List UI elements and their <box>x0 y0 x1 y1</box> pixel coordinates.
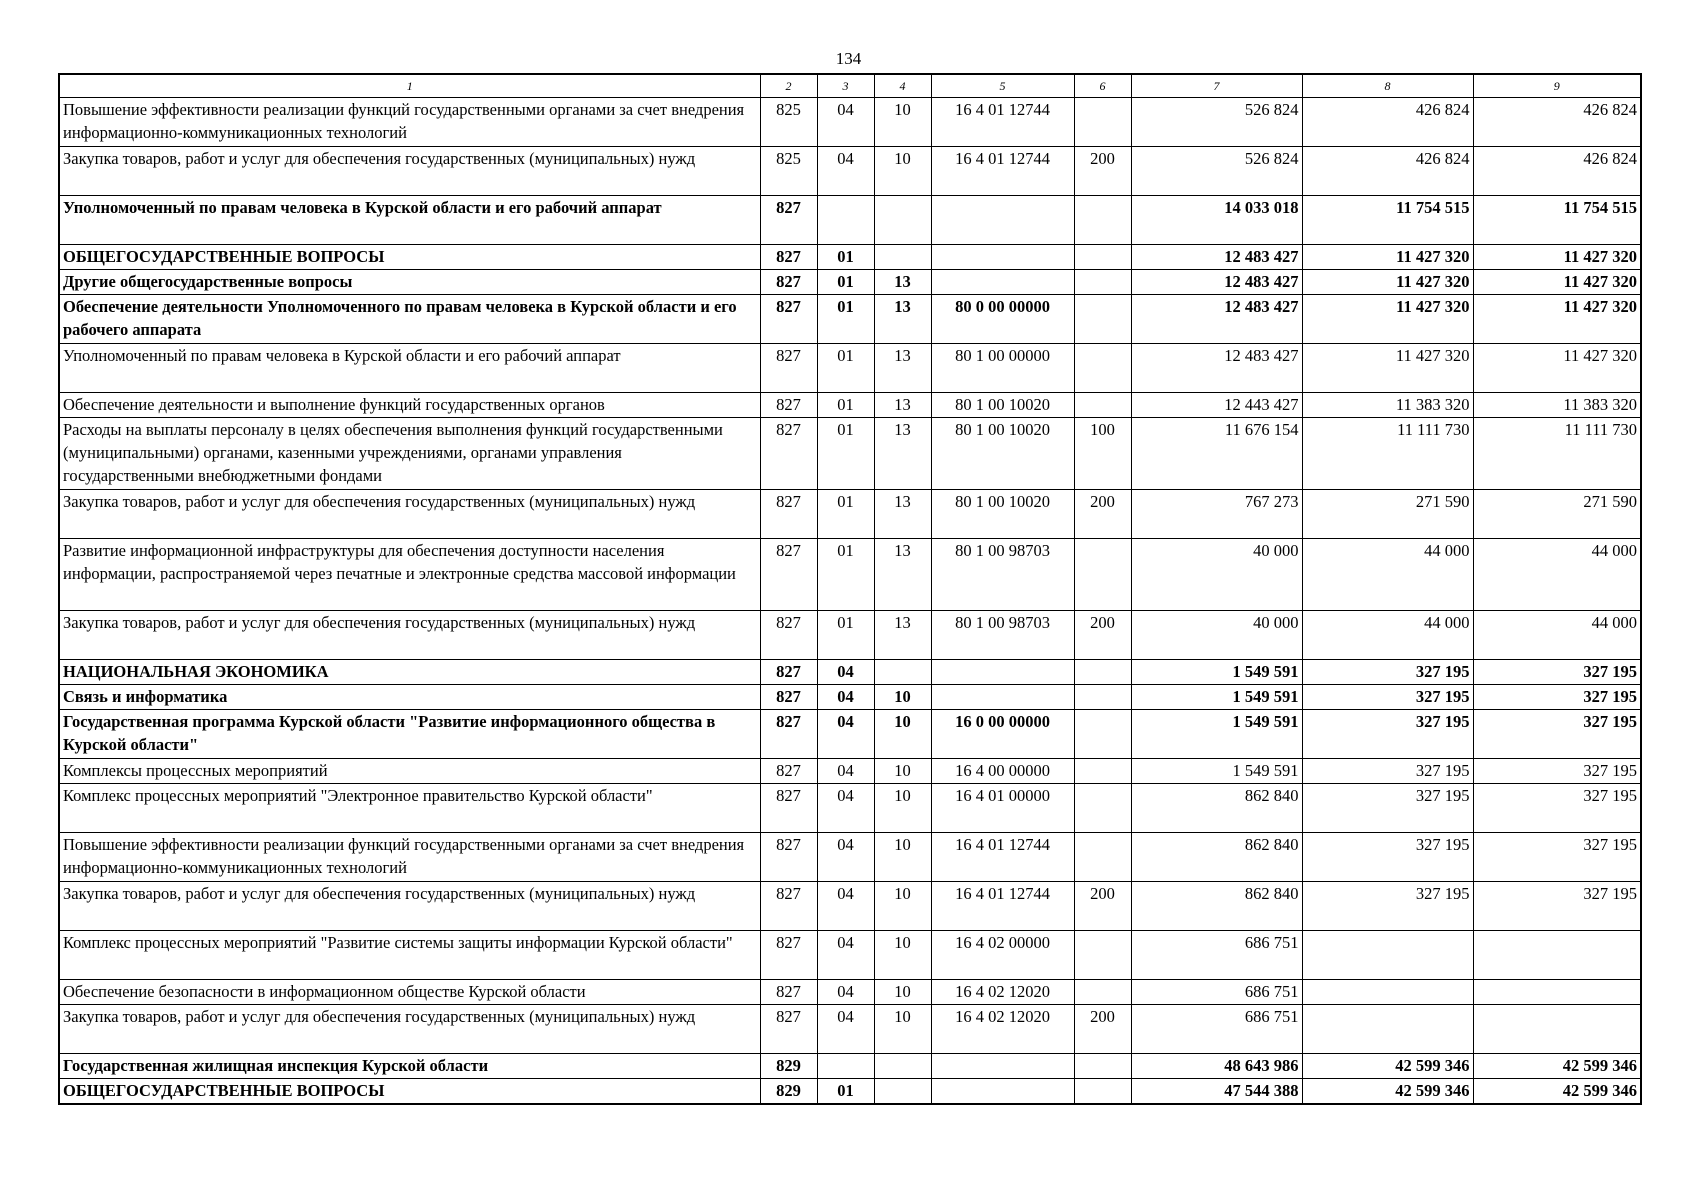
expense-type-code <box>1074 98 1131 147</box>
amount-col-7: 686 751 <box>1131 931 1302 980</box>
ministry-code: 827 <box>760 344 817 393</box>
amount-col-9: 271 590 <box>1473 490 1641 539</box>
section-code <box>817 196 874 245</box>
table-row <box>59 344 1641 393</box>
ministry-code: 827 <box>760 784 817 833</box>
item-name: ОБЩЕГОСУДАРСТВЕННЫЕ ВОПРОСЫ <box>59 245 760 270</box>
ministry-code: 827 <box>760 1005 817 1054</box>
ministry-code: 829 <box>760 1054 817 1079</box>
expense-type-code: 200 <box>1074 882 1131 931</box>
amount-col-7: 47 544 388 <box>1131 1079 1302 1105</box>
subsection-code: 10 <box>874 759 931 784</box>
table-row <box>59 660 1641 685</box>
table-row <box>59 784 1641 833</box>
subsection-code: 10 <box>874 882 931 931</box>
target-article-code: 16 4 02 12020 <box>931 1005 1074 1054</box>
column-number: 4 <box>874 74 931 98</box>
table-row <box>59 980 1641 1005</box>
amount-col-9: 426 824 <box>1473 98 1641 147</box>
column-number: 3 <box>817 74 874 98</box>
section-code <box>817 1054 874 1079</box>
amount-col-8: 426 824 <box>1302 98 1473 147</box>
subsection-code: 13 <box>874 611 931 660</box>
amount-col-8: 327 195 <box>1302 882 1473 931</box>
section-code: 01 <box>817 270 874 295</box>
target-article-code: 16 4 01 12744 <box>931 147 1074 196</box>
ministry-code: 825 <box>760 98 817 147</box>
table-row <box>59 931 1641 980</box>
table-row <box>59 611 1641 660</box>
item-name: Повышение эффективности реализации функций государственными органами за счет внедрения информационно-коммуникационных технологий <box>59 98 760 147</box>
amount-col-8: 327 195 <box>1302 660 1473 685</box>
amount-col-9: 44 000 <box>1473 539 1641 611</box>
target-article-code: 16 4 01 12744 <box>931 98 1074 147</box>
amount-col-8: 271 590 <box>1302 490 1473 539</box>
page-number: 134 <box>835 49 862 68</box>
target-article-code: 16 0 00 00000 <box>931 710 1074 759</box>
amount-col-9: 327 195 <box>1473 833 1641 882</box>
item-name: НАЦИОНАЛЬНАЯ ЭКОНОМИКА <box>59 660 760 685</box>
target-article-code: 80 1 00 98703 <box>931 611 1074 660</box>
section-code: 01 <box>817 490 874 539</box>
amount-col-7: 1 549 591 <box>1131 710 1302 759</box>
amount-col-7: 12 483 427 <box>1131 295 1302 344</box>
amount-col-8: 11 383 320 <box>1302 393 1473 418</box>
item-name: Развитие информационной инфраструктуры для обеспечения доступности населения информации, распространяемой через печатные и электронные средства массовой информации <box>59 539 760 611</box>
subsection-code <box>874 196 931 245</box>
amount-col-8 <box>1302 1005 1473 1054</box>
amount-col-9: 42 599 346 <box>1473 1054 1641 1079</box>
amount-col-9: 11 427 320 <box>1473 270 1641 295</box>
section-code: 04 <box>817 833 874 882</box>
target-article-code: 16 4 01 12744 <box>931 882 1074 931</box>
expense-type-code <box>1074 1054 1131 1079</box>
amount-col-8 <box>1302 980 1473 1005</box>
amount-col-9: 11 427 320 <box>1473 245 1641 270</box>
ministry-code: 829 <box>760 1079 817 1105</box>
section-code: 04 <box>817 759 874 784</box>
ministry-code: 827 <box>760 660 817 685</box>
amount-col-8: 11 427 320 <box>1302 344 1473 393</box>
subsection-code: 13 <box>874 539 931 611</box>
ministry-code: 825 <box>760 147 817 196</box>
table-row <box>59 393 1641 418</box>
amount-col-8 <box>1302 931 1473 980</box>
target-article-code: 80 1 00 10020 <box>931 393 1074 418</box>
item-name: Связь и информатика <box>59 685 760 710</box>
expense-type-code <box>1074 710 1131 759</box>
amount-col-7: 686 751 <box>1131 1005 1302 1054</box>
expense-type-code <box>1074 539 1131 611</box>
target-article-code: 16 4 01 00000 <box>931 784 1074 833</box>
expense-type-code <box>1074 833 1131 882</box>
target-article-code: 16 4 01 12744 <box>931 833 1074 882</box>
ministry-code: 827 <box>760 685 817 710</box>
ministry-code: 827 <box>760 539 817 611</box>
item-name: Государственная жилищная инспекция Курской области <box>59 1054 760 1079</box>
budget-table <box>58 73 1642 1105</box>
subsection-code: 10 <box>874 784 931 833</box>
expense-type-code: 100 <box>1074 418 1131 490</box>
amount-col-9: 11 383 320 <box>1473 393 1641 418</box>
amount-col-7: 526 824 <box>1131 147 1302 196</box>
section-code: 04 <box>817 660 874 685</box>
table-row <box>59 685 1641 710</box>
amount-col-9: 327 195 <box>1473 784 1641 833</box>
amount-col-7: 12 483 427 <box>1131 245 1302 270</box>
ministry-code: 827 <box>760 418 817 490</box>
subsection-code <box>874 1054 931 1079</box>
amount-col-9 <box>1473 931 1641 980</box>
item-name: Закупка товаров, работ и услуг для обеспечения государственных (муниципальных) нужд <box>59 611 760 660</box>
section-code: 04 <box>817 784 874 833</box>
amount-col-8: 42 599 346 <box>1302 1079 1473 1105</box>
subsection-code: 10 <box>874 685 931 710</box>
amount-col-7: 862 840 <box>1131 882 1302 931</box>
section-code: 01 <box>817 393 874 418</box>
amount-col-9: 327 195 <box>1473 685 1641 710</box>
column-number: 1 <box>59 74 760 98</box>
subsection-code <box>874 245 931 270</box>
table-row <box>59 147 1641 196</box>
ministry-code: 827 <box>760 393 817 418</box>
subsection-code: 10 <box>874 147 931 196</box>
amount-col-7: 862 840 <box>1131 833 1302 882</box>
amount-col-9: 42 599 346 <box>1473 1079 1641 1105</box>
column-number: 2 <box>760 74 817 98</box>
target-article-code: 80 1 00 98703 <box>931 539 1074 611</box>
subsection-code: 13 <box>874 344 931 393</box>
ministry-code: 827 <box>760 980 817 1005</box>
item-name: Обеспечение деятельности и выполнение функций государственных органов <box>59 393 760 418</box>
amount-col-8: 426 824 <box>1302 147 1473 196</box>
subsection-code: 13 <box>874 393 931 418</box>
column-number: 8 <box>1302 74 1473 98</box>
section-code: 04 <box>817 98 874 147</box>
column-number-row <box>59 74 1641 98</box>
amount-col-9 <box>1473 1005 1641 1054</box>
table-row <box>59 833 1641 882</box>
item-name: Обеспечение безопасности в информационном обществе Курской области <box>59 980 760 1005</box>
amount-col-9: 327 195 <box>1473 710 1641 759</box>
target-article-code: 80 1 00 00000 <box>931 344 1074 393</box>
table-row <box>59 270 1641 295</box>
expense-type-code <box>1074 245 1131 270</box>
table-row <box>59 98 1641 147</box>
item-name: Комплексы процессных мероприятий <box>59 759 760 784</box>
expense-type-code <box>1074 660 1131 685</box>
ministry-code: 827 <box>760 611 817 660</box>
amount-col-9: 11 427 320 <box>1473 295 1641 344</box>
ministry-code: 827 <box>760 196 817 245</box>
ministry-code: 827 <box>760 882 817 931</box>
target-article-code <box>931 1079 1074 1105</box>
target-article-code: 80 1 00 10020 <box>931 490 1074 539</box>
item-name: Закупка товаров, работ и услуг для обеспечения государственных (муниципальных) нужд <box>59 147 760 196</box>
section-code: 04 <box>817 685 874 710</box>
column-number: 9 <box>1473 74 1641 98</box>
target-article-code: 80 1 00 10020 <box>931 418 1074 490</box>
amount-col-7: 48 643 986 <box>1131 1054 1302 1079</box>
expense-type-code <box>1074 196 1131 245</box>
subsection-code <box>874 660 931 685</box>
table-row <box>59 710 1641 759</box>
section-code: 01 <box>817 611 874 660</box>
item-name: Обеспечение деятельности Уполномоченного по правам человека в Курской области и его рабочего аппарата <box>59 295 760 344</box>
section-code: 04 <box>817 882 874 931</box>
item-name: Государственная программа Курской области "Развитие информационного общества в Курской области" <box>59 710 760 759</box>
amount-col-8: 327 195 <box>1302 784 1473 833</box>
subsection-code: 10 <box>874 931 931 980</box>
section-code: 01 <box>817 1079 874 1105</box>
section-code: 04 <box>817 980 874 1005</box>
table-row <box>59 539 1641 611</box>
subsection-code: 13 <box>874 295 931 344</box>
target-article-code <box>931 245 1074 270</box>
target-article-code <box>931 1054 1074 1079</box>
target-article-code <box>931 660 1074 685</box>
expense-type-code <box>1074 980 1131 1005</box>
section-code: 01 <box>817 295 874 344</box>
table-row <box>59 759 1641 784</box>
item-name: Комплекс процессных мероприятий "Электронное правительство Курской области" <box>59 784 760 833</box>
ministry-code: 827 <box>760 490 817 539</box>
amount-col-9: 327 195 <box>1473 759 1641 784</box>
expense-type-code <box>1074 685 1131 710</box>
expense-type-code: 200 <box>1074 1005 1131 1054</box>
amount-col-7: 12 443 427 <box>1131 393 1302 418</box>
amount-col-7: 12 483 427 <box>1131 270 1302 295</box>
amount-col-9: 44 000 <box>1473 611 1641 660</box>
amount-col-9: 11 111 730 <box>1473 418 1641 490</box>
subsection-code: 10 <box>874 1005 931 1054</box>
amount-col-9: 11 754 515 <box>1473 196 1641 245</box>
expense-type-code <box>1074 295 1131 344</box>
table-row <box>59 1054 1641 1079</box>
section-code: 01 <box>817 344 874 393</box>
amount-col-8: 327 195 <box>1302 685 1473 710</box>
subsection-code: 10 <box>874 980 931 1005</box>
amount-col-8: 42 599 346 <box>1302 1054 1473 1079</box>
table-row <box>59 245 1641 270</box>
amount-col-8: 11 754 515 <box>1302 196 1473 245</box>
table-row <box>59 418 1641 490</box>
section-code: 04 <box>817 147 874 196</box>
table-row <box>59 1079 1641 1105</box>
amount-col-7: 40 000 <box>1131 611 1302 660</box>
amount-col-7: 1 549 591 <box>1131 759 1302 784</box>
amount-col-8: 11 427 320 <box>1302 245 1473 270</box>
section-code: 04 <box>817 1005 874 1054</box>
item-name: ОБЩЕГОСУДАРСТВЕННЫЕ ВОПРОСЫ <box>59 1079 760 1105</box>
expense-type-code: 200 <box>1074 147 1131 196</box>
amount-col-7: 767 273 <box>1131 490 1302 539</box>
item-name: Закупка товаров, работ и услуг для обеспечения государственных (муниципальных) нужд <box>59 882 760 931</box>
subsection-code: 10 <box>874 710 931 759</box>
subsection-code: 13 <box>874 418 931 490</box>
subsection-code: 13 <box>874 270 931 295</box>
amount-col-7: 686 751 <box>1131 980 1302 1005</box>
expense-type-code <box>1074 784 1131 833</box>
target-article-code <box>931 270 1074 295</box>
subsection-code <box>874 1079 931 1105</box>
expense-type-code <box>1074 931 1131 980</box>
amount-col-7: 1 549 591 <box>1131 660 1302 685</box>
expense-type-code <box>1074 270 1131 295</box>
expense-type-code: 200 <box>1074 611 1131 660</box>
amount-col-8: 327 195 <box>1302 759 1473 784</box>
column-number: 5 <box>931 74 1074 98</box>
amount-col-9: 11 427 320 <box>1473 344 1641 393</box>
ministry-code: 827 <box>760 931 817 980</box>
amount-col-8: 11 427 320 <box>1302 295 1473 344</box>
ministry-code: 827 <box>760 245 817 270</box>
table-row <box>59 1005 1641 1054</box>
ministry-code: 827 <box>760 833 817 882</box>
amount-col-7: 1 549 591 <box>1131 685 1302 710</box>
item-name: Другие общегосударственные вопросы <box>59 270 760 295</box>
amount-col-7: 12 483 427 <box>1131 344 1302 393</box>
expense-type-code: 200 <box>1074 490 1131 539</box>
target-article-code <box>931 685 1074 710</box>
ministry-code: 827 <box>760 759 817 784</box>
subsection-code: 10 <box>874 833 931 882</box>
expense-type-code <box>1074 759 1131 784</box>
amount-col-8: 11 111 730 <box>1302 418 1473 490</box>
expense-type-code <box>1074 393 1131 418</box>
section-code: 04 <box>817 931 874 980</box>
expense-type-code <box>1074 1079 1131 1105</box>
amount-col-8: 44 000 <box>1302 611 1473 660</box>
target-article-code <box>931 196 1074 245</box>
amount-col-8: 11 427 320 <box>1302 270 1473 295</box>
amount-col-8: 327 195 <box>1302 710 1473 759</box>
amount-col-9 <box>1473 980 1641 1005</box>
table-row <box>59 882 1641 931</box>
amount-col-7: 40 000 <box>1131 539 1302 611</box>
ministry-code: 827 <box>760 270 817 295</box>
table-row <box>59 490 1641 539</box>
ministry-code: 827 <box>760 295 817 344</box>
expense-type-code <box>1074 344 1131 393</box>
item-name: Комплекс процессных мероприятий "Развитие системы защиты информации Курской области" <box>59 931 760 980</box>
amount-col-9: 327 195 <box>1473 882 1641 931</box>
subsection-code: 10 <box>874 98 931 147</box>
amount-col-9: 426 824 <box>1473 147 1641 196</box>
target-article-code: 80 0 00 00000 <box>931 295 1074 344</box>
table-row <box>59 295 1641 344</box>
target-article-code: 16 4 00 00000 <box>931 759 1074 784</box>
item-name: Закупка товаров, работ и услуг для обеспечения государственных (муниципальных) нужд <box>59 490 760 539</box>
section-code: 04 <box>817 710 874 759</box>
amount-col-7: 526 824 <box>1131 98 1302 147</box>
section-code: 01 <box>817 245 874 270</box>
item-name: Повышение эффективности реализации функций государственными органами за счет внедрения информационно-коммуникационных технологий <box>59 833 760 882</box>
item-name: Уполномоченный по правам человека в Курской области и его рабочий аппарат <box>59 196 760 245</box>
ministry-code: 827 <box>760 710 817 759</box>
column-number: 6 <box>1074 74 1131 98</box>
amount-col-8: 327 195 <box>1302 833 1473 882</box>
subsection-code: 13 <box>874 490 931 539</box>
section-code: 01 <box>817 418 874 490</box>
table-row <box>59 196 1641 245</box>
column-number: 7 <box>1131 74 1302 98</box>
item-name: Закупка товаров, работ и услуг для обеспечения государственных (муниципальных) нужд <box>59 1005 760 1054</box>
section-code: 01 <box>817 539 874 611</box>
amount-col-7: 11 676 154 <box>1131 418 1302 490</box>
amount-col-9: 327 195 <box>1473 660 1641 685</box>
amount-col-7: 14 033 018 <box>1131 196 1302 245</box>
target-article-code: 16 4 02 00000 <box>931 931 1074 980</box>
item-name: Расходы на выплаты персоналу в целях обеспечения выполнения функций государственными (муниципальными) органами, казенными учреждениями, органами управления государственными внебюджетными фондами <box>59 418 760 490</box>
amount-col-8: 44 000 <box>1302 539 1473 611</box>
item-name: Уполномоченный по правам человека в Курской области и его рабочий аппарат <box>59 344 760 393</box>
amount-col-7: 862 840 <box>1131 784 1302 833</box>
target-article-code: 16 4 02 12020 <box>931 980 1074 1005</box>
